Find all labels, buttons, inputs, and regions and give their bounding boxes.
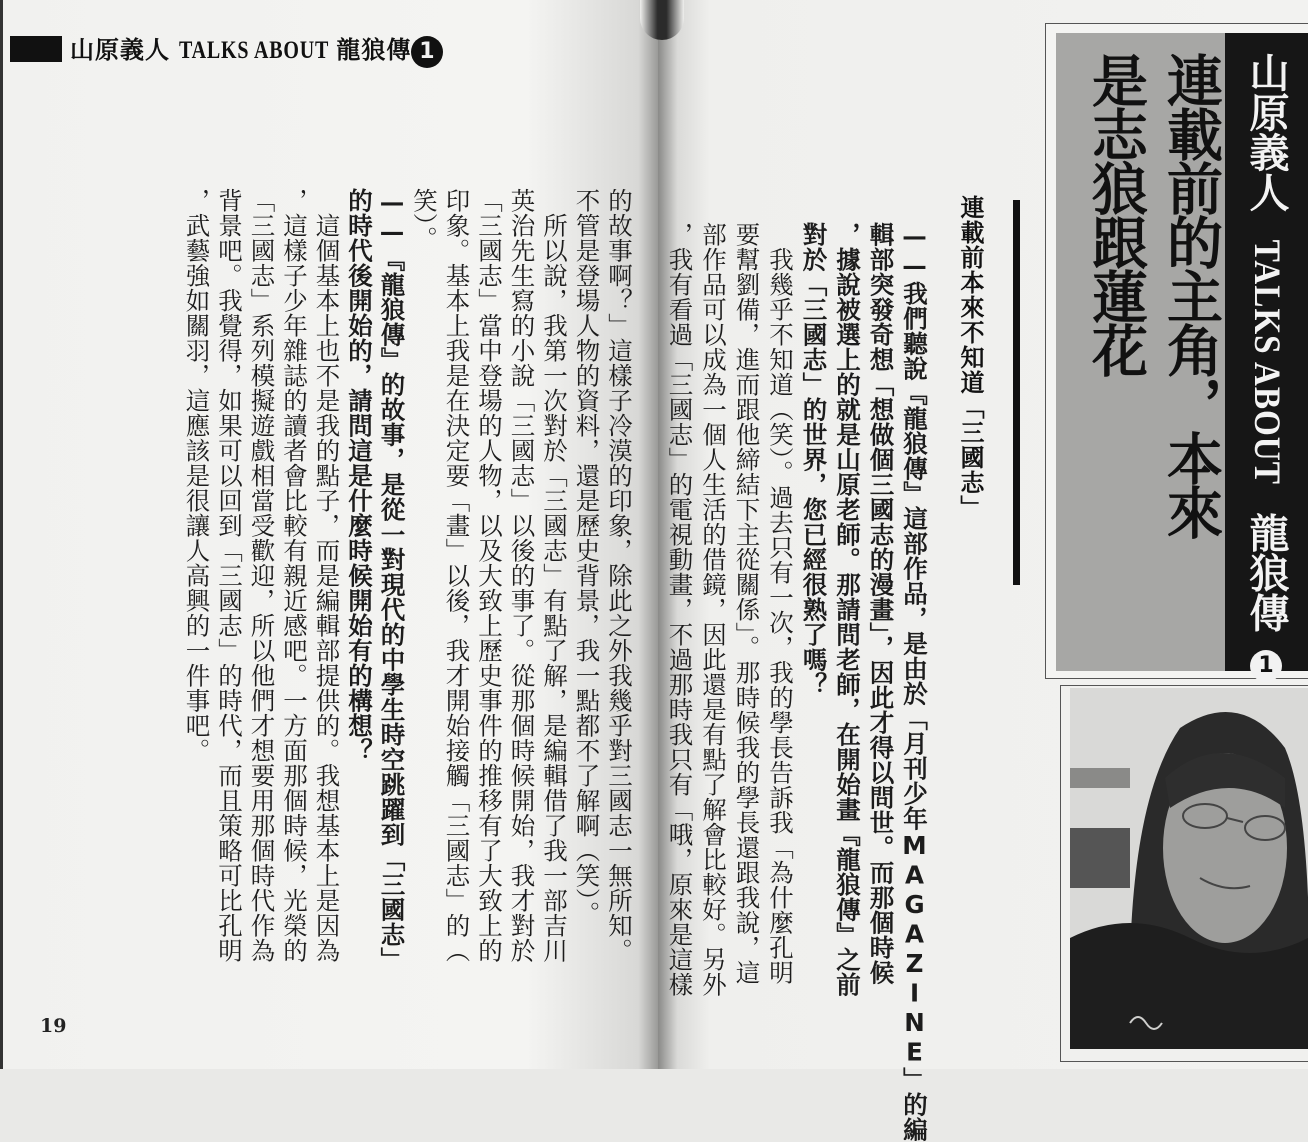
side-label-series: 龍狼傳 (1243, 512, 1289, 633)
text-column: 「三國志」當中登場的人物，以及大致上歷史事件的推移有了大致上的 (475, 188, 504, 963)
text-column: 對於「三國志」的世界，您已經很熟了嗎？ (799, 222, 829, 697)
text-column: 要幫劉備，進而跟他締結下主從關係」。那時候我的學長還跟我說，這 (732, 222, 762, 985)
running-head-text (70, 30, 443, 68)
text-column: 英治先生寫的小說「三國志」以後的事了。從那個時候開始，我才對於 (507, 188, 537, 963)
text-column: ，據說被選上的就是山原老師。那請問老師，在開始畫『龍狼傳』之前 (833, 222, 862, 997)
running-head (10, 32, 443, 66)
text-column: ——我們聽說『龍狼傳』這部作品，是由於「月刊少年MAGAZINE」的編 (900, 222, 929, 1142)
text-column: 我幾乎不知道（笑）。過去只有一次，我的學長告訴我「為什麼孔明 (766, 222, 795, 985)
text-column: 這個基本上也不是我的點子，而是編輯部提供的。我想基本上是因為 (312, 188, 342, 963)
text-column: 的故事啊？」這樣子冷漠的印象，除此之外我幾乎對三國志一無所知。 (605, 188, 634, 963)
headline-line-2: 是志狼跟蓮花 (1083, 52, 1148, 376)
author-photo (1070, 688, 1308, 1049)
text-column: 部作品可以成為一個人生活的借鏡，因此還是有點了解會比較好。另外 (699, 222, 728, 997)
text-column: ，這樣子少年雜誌的讀者會比較有親近感吧。一方面那個時候，光榮的 (280, 188, 309, 963)
text-column: ，我有看過「三國志」的電視動畫，不過那時我只有「哦，原來是這樣 (665, 222, 695, 997)
text-column: 的時代後開始的，請問這是什麼時候開始有的構想？ (345, 188, 374, 763)
portrait-image (1070, 688, 1308, 1049)
subhead-rule (1013, 200, 1020, 585)
text-column: 背景吧。我覺得，如果可以回到「三國志」的時代，而且策略可比孔明 (215, 188, 244, 963)
headline-line-1: 連載前的主角，本來 (1158, 52, 1223, 538)
side-label-author: 山原義人 (1243, 52, 1289, 212)
running-head-talks: TALKS ABOUT (179, 37, 330, 64)
side-label-talks: TALKS ABOUT (1246, 239, 1287, 485)
volume-number-badge: 1 (411, 36, 443, 68)
text-column: ——『龍狼傳』的故事，是從一對現代的中學生時空跳躍到「三國志」 (377, 188, 407, 972)
running-head-series: 龍狼傳 (336, 36, 412, 64)
title-side-label (1238, 52, 1295, 682)
text-column: 笑）。 (410, 188, 439, 251)
text-column: 不管是登場人物的資料，還是歷史背景，我一點都不了解啊（笑）。 (572, 188, 602, 926)
text-column: 所以說，我第一次對於「三國志」有點了解，是編輯借了我一部吉川 (540, 188, 569, 963)
page-edge (0, 0, 3, 1069)
text-column: ，武藝強如關羽，這應該是很讓人高興的一件事吧。 (182, 188, 212, 763)
section-subhead: 連載前本來不知道「三國志」 (956, 195, 984, 520)
text-column: 「三國志」系列模擬遊戲相當受歡迎，所以他們才想要用那個時代作為 (247, 188, 277, 963)
running-head-author: 山原義人 (70, 36, 170, 64)
text-column: 輯部突發奇想「想做個三國志的漫畫」，因此才得以問世。而那個時候 (866, 222, 896, 985)
side-volume-badge: 1 (1250, 650, 1282, 682)
text-column: 印象。基本上我是在決定要「畫」以後，我才開始接觸「三國志」的（ (442, 188, 472, 963)
running-head-bar (10, 36, 62, 62)
page-number: 19 (40, 1015, 67, 1037)
